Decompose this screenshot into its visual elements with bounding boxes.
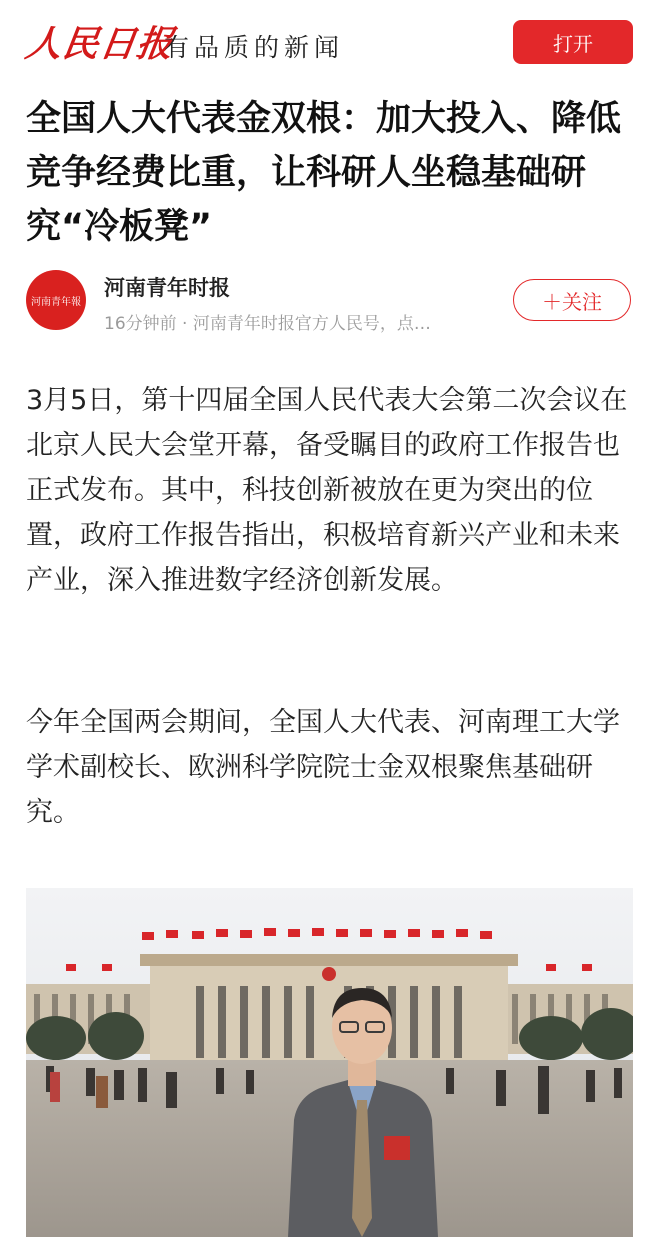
- slogan: 有品质的新闻: [164, 33, 345, 62]
- author-row: [26, 270, 633, 332]
- author-avatar[interactable]: 河南青年報: [26, 270, 86, 330]
- article-photo[interactable]: [26, 888, 633, 1237]
- open-app-button[interactable]: 打开: [513, 20, 633, 64]
- author-name[interactable]: 河南青年时报: [104, 276, 230, 300]
- article-paragraph: 今年全国两会期间，全国人大代表、河南理工大学学术副校长、欧洲科学院院士金双根聚焦基础研究。: [26, 707, 620, 828]
- article-title: 全国人大代表金双根：加大投入、降低竞争经费比重，让科研人坐稳基础研究“冷板凳”: [26, 99, 622, 247]
- follow-button[interactable]: ＋关注: [513, 279, 631, 321]
- article-paragraph: 3月5日，第十四届全国人民代表大会第二次会议在北京人民大会堂开幕，备受瞩目的政府工作报告也正式发布。其中，科技创新被放在更为突出的位置，政府工作报告指出，积极培育新兴产业和未来产业，深入推进数字经济创新发展。: [26, 385, 628, 596]
- author-meta: 16分钟前 · 河南青年时报官方人民号，点…: [104, 314, 431, 334]
- peoples-daily-logo: 人民日报: [22, 23, 177, 65]
- great-hall-photo-illustration: [26, 888, 633, 1237]
- top-bar: [0, 0, 658, 86]
